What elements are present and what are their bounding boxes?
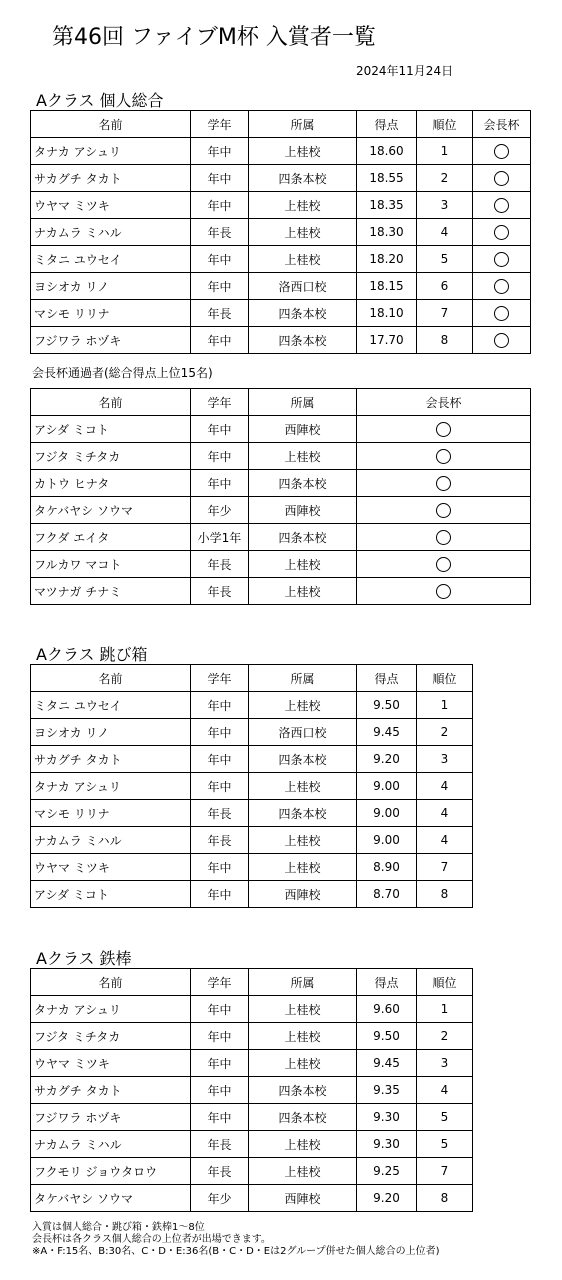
overall-table-header (31, 111, 531, 138)
header-row (31, 111, 531, 138)
cell-name: フジタ ミチタカ (31, 443, 191, 470)
cell-score: 18.60 (357, 138, 417, 165)
bar-table (30, 968, 473, 1212)
cell-school: 四条本校 (249, 470, 357, 497)
cell-grade: 年中 (191, 881, 249, 908)
table-row (31, 138, 531, 165)
cell-grade: 年中 (191, 192, 249, 219)
cell-name: タナカ アシュリ (31, 138, 191, 165)
col-header-name: 名前 (31, 665, 191, 692)
cell-grade: 年中 (191, 138, 249, 165)
event-date: 2024年11月24日 (356, 64, 454, 78)
cup-mark-cell (357, 470, 531, 497)
cell-name: ヨシオカ リノ (31, 273, 191, 300)
cell-score: 18.10 (357, 300, 417, 327)
cell-score: 9.00 (357, 773, 417, 800)
cup-mark-cell (473, 138, 531, 165)
circle-mark-icon (436, 422, 451, 437)
cell-name: フクダ エイタ (31, 524, 191, 551)
cell-score: 8.90 (357, 854, 417, 881)
col-header-name: 名前 (31, 111, 191, 138)
cell-grade: 年中 (191, 1104, 249, 1131)
cell-school: 上桂校 (249, 551, 357, 578)
cell-rank: 8 (417, 881, 473, 908)
table-row (31, 854, 473, 881)
cell-name: マツナガ チナミ (31, 578, 191, 605)
cell-score: 17.70 (357, 327, 417, 354)
cell-name: ウヤマ ミツキ (31, 192, 191, 219)
table-row (31, 497, 531, 524)
table-row (31, 219, 531, 246)
cell-rank: 4 (417, 800, 473, 827)
cell-school: 西陣校 (249, 416, 357, 443)
table-row (31, 300, 531, 327)
cell-rank: 4 (417, 773, 473, 800)
cell-grade: 年中 (191, 273, 249, 300)
col-header-cup: 会長杯 (357, 389, 531, 416)
cell-grade: 年中 (191, 746, 249, 773)
passers-table (30, 388, 531, 605)
cell-grade: 年長 (191, 1131, 249, 1158)
cell-school: 上桂校 (249, 692, 357, 719)
cell-grade: 小学1年 (191, 524, 249, 551)
cell-name: フルカワ マコト (31, 551, 191, 578)
circle-mark-icon (494, 144, 509, 159)
cell-name: アシダ ミコト (31, 881, 191, 908)
cell-name: ミタニ ユウセイ (31, 246, 191, 273)
table-row (31, 1023, 473, 1050)
cell-rank: 4 (417, 1077, 473, 1104)
col-header-rank: 順位 (417, 665, 473, 692)
cell-school: 上桂校 (249, 192, 357, 219)
cell-school: 四条本校 (249, 1104, 357, 1131)
col-header-rank: 順位 (417, 111, 473, 138)
cell-name: タナカ アシュリ (31, 996, 191, 1023)
table-row (31, 827, 473, 854)
cell-grade: 年長 (191, 1158, 249, 1185)
table-row (31, 1131, 473, 1158)
col-header-grade: 学年 (191, 665, 249, 692)
section-heading-bar: Aクラス 鉄棒 (36, 949, 132, 968)
cell-grade: 年長 (191, 219, 249, 246)
circle-mark-icon (436, 530, 451, 545)
table-row (31, 578, 531, 605)
cell-grade: 年中 (191, 719, 249, 746)
cell-grade: 年中 (191, 1077, 249, 1104)
cell-rank: 2 (417, 165, 473, 192)
col-header-grade: 学年 (191, 389, 249, 416)
cup-mark-cell (357, 443, 531, 470)
circle-mark-icon (494, 333, 509, 348)
cell-score: 9.60 (357, 996, 417, 1023)
col-header-score: 得点 (357, 969, 417, 996)
cell-school: 上桂校 (249, 996, 357, 1023)
cell-school: 西陣校 (249, 1185, 357, 1212)
cell-school: 上桂校 (249, 219, 357, 246)
cell-school: 上桂校 (249, 773, 357, 800)
circle-mark-icon (436, 557, 451, 572)
cup-mark-cell (357, 497, 531, 524)
cell-grade: 年長 (191, 578, 249, 605)
cell-name: ナカムラ ミハル (31, 219, 191, 246)
cell-score: 9.20 (357, 1185, 417, 1212)
table-row (31, 1158, 473, 1185)
cup-mark-cell (357, 578, 531, 605)
table-row (31, 470, 531, 497)
cell-name: フジワラ ホヅキ (31, 1104, 191, 1131)
cell-grade: 年長 (191, 300, 249, 327)
passers-table-header (31, 389, 531, 416)
section-heading-vault: Aクラス 跳び箱 (36, 645, 148, 664)
cell-rank: 4 (417, 219, 473, 246)
circle-mark-icon (494, 252, 509, 267)
table-row (31, 165, 531, 192)
table-row (31, 773, 473, 800)
col-header-school: 所属 (249, 665, 357, 692)
cell-school: 四条本校 (249, 746, 357, 773)
col-header-school: 所属 (249, 969, 357, 996)
passers-heading: 会長杯通過者(総合得点上位15名) (32, 366, 213, 380)
circle-mark-icon (494, 198, 509, 213)
table-row (31, 1050, 473, 1077)
cell-name: ミタニ ユウセイ (31, 692, 191, 719)
circle-mark-icon (494, 225, 509, 240)
table-row (31, 524, 531, 551)
header-row (31, 389, 531, 416)
cell-rank: 3 (417, 192, 473, 219)
cell-grade: 年中 (191, 1050, 249, 1077)
overall-table (30, 110, 531, 354)
cell-school: 上桂校 (249, 138, 357, 165)
table-row (31, 246, 531, 273)
cell-school: 上桂校 (249, 1131, 357, 1158)
cell-rank: 3 (417, 746, 473, 773)
cell-name: タナカ アシュリ (31, 773, 191, 800)
circle-mark-icon (494, 279, 509, 294)
col-header-school: 所属 (249, 389, 357, 416)
table-row (31, 1104, 473, 1131)
cell-grade: 年中 (191, 470, 249, 497)
page-title: 第46回 ファイブM杯 入賞者一覧 (52, 25, 376, 50)
header-row (31, 969, 473, 996)
table-row (31, 800, 473, 827)
cell-school: 上桂校 (249, 246, 357, 273)
overall-table-body (31, 138, 531, 354)
circle-mark-icon (436, 476, 451, 491)
vault-table-body (31, 692, 473, 908)
cup-mark-cell (473, 165, 531, 192)
cell-score: 9.20 (357, 746, 417, 773)
cell-grade: 年長 (191, 551, 249, 578)
cell-rank: 7 (417, 854, 473, 881)
cell-name: サカグチ タカト (31, 746, 191, 773)
col-header-rank: 順位 (417, 969, 473, 996)
cell-name: ウヤマ ミツキ (31, 1050, 191, 1077)
col-header-score: 得点 (357, 111, 417, 138)
cell-grade: 年中 (191, 327, 249, 354)
cell-name: ウヤマ ミツキ (31, 854, 191, 881)
footnote-line: ※A・F:15名、B:30名、C・D・E:36名(B・C・D・Eは2グループ併せた個人総合の上位者) (32, 1246, 440, 1257)
cell-score: 9.50 (357, 1023, 417, 1050)
cell-rank: 1 (417, 692, 473, 719)
cup-mark-cell (473, 327, 531, 354)
col-header-cup: 会長杯 (473, 111, 531, 138)
table-row (31, 192, 531, 219)
cell-rank: 4 (417, 827, 473, 854)
cup-mark-cell (473, 192, 531, 219)
cell-name: カトウ ヒナタ (31, 470, 191, 497)
cell-school: 上桂校 (249, 1023, 357, 1050)
cell-rank: 5 (417, 1131, 473, 1158)
cell-score: 9.30 (357, 1131, 417, 1158)
cell-rank: 2 (417, 719, 473, 746)
table-row (31, 551, 531, 578)
cell-school: 西陣校 (249, 497, 357, 524)
cell-school: 上桂校 (249, 827, 357, 854)
cell-name: マシモ リリナ (31, 800, 191, 827)
cell-name: ナカムラ ミハル (31, 827, 191, 854)
table-row (31, 1077, 473, 1104)
cup-mark-cell (357, 551, 531, 578)
cell-score: 9.30 (357, 1104, 417, 1131)
col-header-name: 名前 (31, 969, 191, 996)
cup-mark-cell (357, 416, 531, 443)
cell-rank: 7 (417, 300, 473, 327)
circle-mark-icon (494, 171, 509, 186)
bar-table-header (31, 969, 473, 996)
section-heading-overall: Aクラス 個人総合 (36, 91, 164, 110)
cup-mark-cell (473, 300, 531, 327)
cell-school: 上桂校 (249, 1158, 357, 1185)
cup-mark-cell (473, 246, 531, 273)
cell-rank: 1 (417, 138, 473, 165)
circle-mark-icon (436, 503, 451, 518)
cell-rank: 2 (417, 1023, 473, 1050)
footnote-line: 入賞は個人総合・跳び箱・鉄棒1～8位 (32, 1222, 205, 1233)
col-header-grade: 学年 (191, 969, 249, 996)
circle-mark-icon (436, 584, 451, 599)
table-row (31, 273, 531, 300)
cell-name: ヨシオカ リノ (31, 719, 191, 746)
cell-score: 18.20 (357, 246, 417, 273)
cell-grade: 年中 (191, 165, 249, 192)
cell-grade: 年中 (191, 1023, 249, 1050)
cell-score: 18.15 (357, 273, 417, 300)
table-row (31, 416, 531, 443)
cell-name: マシモ リリナ (31, 300, 191, 327)
cell-grade: 年中 (191, 854, 249, 881)
table-row (31, 692, 473, 719)
cell-school: 四条本校 (249, 300, 357, 327)
cell-score: 9.45 (357, 719, 417, 746)
cell-score: 18.30 (357, 219, 417, 246)
cell-grade: 年中 (191, 443, 249, 470)
footnote-line: 会長杯は各クラス個人総合の上位者が出場できます。 (32, 1234, 271, 1245)
cell-school: 四条本校 (249, 165, 357, 192)
cell-score: 18.35 (357, 192, 417, 219)
cell-score: 9.00 (357, 800, 417, 827)
cell-score: 9.25 (357, 1158, 417, 1185)
cell-name: タケバヤシ ソウマ (31, 1185, 191, 1212)
vault-table (30, 664, 473, 908)
table-row (31, 719, 473, 746)
cell-grade: 年少 (191, 1185, 249, 1212)
circle-mark-icon (494, 306, 509, 321)
cell-grade: 年少 (191, 497, 249, 524)
cell-school: 上桂校 (249, 854, 357, 881)
cup-mark-cell (473, 219, 531, 246)
cell-rank: 5 (417, 246, 473, 273)
cell-grade: 年中 (191, 773, 249, 800)
cell-school: 上桂校 (249, 1050, 357, 1077)
cell-school: 洛西口校 (249, 719, 357, 746)
col-header-grade: 学年 (191, 111, 249, 138)
cell-school: 上桂校 (249, 443, 357, 470)
cell-school: 四条本校 (249, 800, 357, 827)
cell-grade: 年長 (191, 800, 249, 827)
cell-score: 9.00 (357, 827, 417, 854)
cell-school: 四条本校 (249, 524, 357, 551)
cell-school: 四条本校 (249, 1077, 357, 1104)
cell-name: タケバヤシ ソウマ (31, 497, 191, 524)
cell-score: 9.50 (357, 692, 417, 719)
cell-rank: 8 (417, 1185, 473, 1212)
cell-grade: 年中 (191, 996, 249, 1023)
cell-name: フジワラ ホヅキ (31, 327, 191, 354)
cell-name: フジタ ミチタカ (31, 1023, 191, 1050)
cell-rank: 3 (417, 1050, 473, 1077)
table-row (31, 327, 531, 354)
col-header-score: 得点 (357, 665, 417, 692)
col-header-name: 名前 (31, 389, 191, 416)
cell-school: 洛西口校 (249, 273, 357, 300)
table-row (31, 881, 473, 908)
table-row (31, 746, 473, 773)
col-header-school: 所属 (249, 111, 357, 138)
bar-table-body (31, 996, 473, 1212)
cell-school: 西陣校 (249, 881, 357, 908)
cell-score: 9.45 (357, 1050, 417, 1077)
cell-name: ナカムラ ミハル (31, 1131, 191, 1158)
cell-school: 上桂校 (249, 578, 357, 605)
cell-rank: 7 (417, 1158, 473, 1185)
cell-score: 8.70 (357, 881, 417, 908)
footnotes (32, 1222, 440, 1258)
cell-score: 9.35 (357, 1077, 417, 1104)
cup-mark-cell (473, 273, 531, 300)
header-row (31, 665, 473, 692)
cell-name: アシダ ミコト (31, 416, 191, 443)
vault-table-header (31, 665, 473, 692)
circle-mark-icon (436, 449, 451, 464)
cell-grade: 年中 (191, 692, 249, 719)
cell-rank: 1 (417, 996, 473, 1023)
cell-rank: 5 (417, 1104, 473, 1131)
cell-grade: 年長 (191, 827, 249, 854)
table-row (31, 443, 531, 470)
cell-grade: 年中 (191, 246, 249, 273)
cell-rank: 6 (417, 273, 473, 300)
passers-table-body (31, 416, 531, 605)
cell-score: 18.55 (357, 165, 417, 192)
cell-name: サカグチ タカト (31, 165, 191, 192)
cell-rank: 8 (417, 327, 473, 354)
cell-name: サカグチ タカト (31, 1077, 191, 1104)
table-row (31, 1185, 473, 1212)
cell-grade: 年中 (191, 416, 249, 443)
cell-school: 四条本校 (249, 327, 357, 354)
cup-mark-cell (357, 524, 531, 551)
table-row (31, 996, 473, 1023)
cell-name: フクモリ ジョウタロウ (31, 1158, 191, 1185)
